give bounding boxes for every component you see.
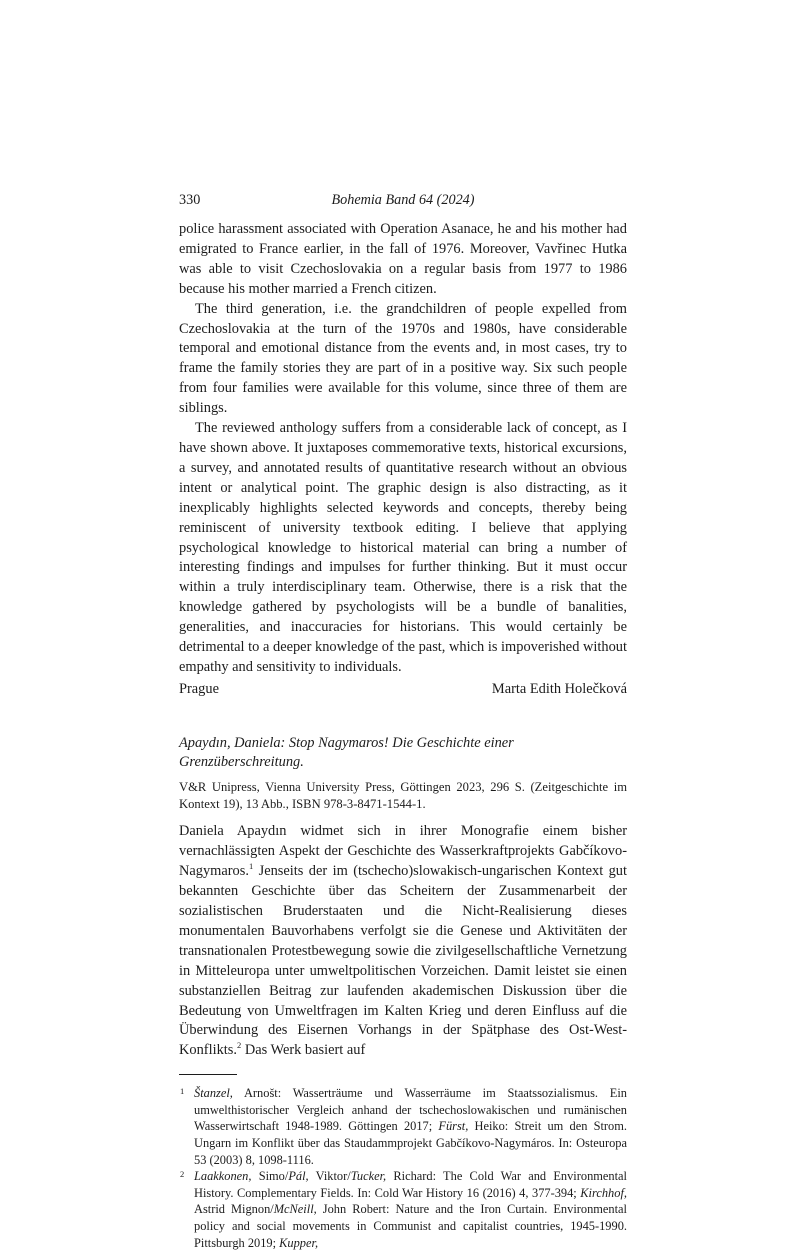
review2-title: Apaydın, Daniela: Stop Nagymaros! Die Geschichte einer Grenzüberschreitung. <box>179 734 514 770</box>
review1-signature <box>179 680 627 700</box>
footnote-text: Simo/ <box>251 1169 289 1184</box>
footnotes <box>179 1085 627 1251</box>
footnote-author: Fürst, <box>438 1119 469 1134</box>
footnote-text: Richard: The Cold War and Environmental History. Complementary Fields. In: Cold War History 16 (2016) 4, 377-394; <box>194 1169 627 1200</box>
review2-body-text: Das Werk basiert auf <box>241 1042 366 1059</box>
page-number: 330 <box>179 192 201 208</box>
page-body <box>179 220 627 1251</box>
footnote-author: Kupper, <box>279 1235 319 1250</box>
footnote-ref-2: 2 <box>236 1040 242 1051</box>
footnote-text: Arnošt: Wasserträume und Wasserräume im Staatssozialismus. Ein umwelthistorischer Vergleich anhand der tschechoslowakischen und rumänischen Wasserwirtschaft 1948-1989. Göttingen 2017; <box>194 1086 627 1134</box>
footnote-author: Štanzel, <box>194 1086 233 1101</box>
review2-body <box>179 822 627 1061</box>
footnote-separator <box>179 1074 237 1075</box>
review-place: Prague <box>179 680 219 697</box>
footnote-author: Pál, <box>288 1169 309 1184</box>
review1-paragraph-3: The reviewed anthology suffers from a considerable lack of concept, as I have shown above. It juxtaposes commemorative texts, historical excursions, a survey, and annotated results of quantitative research without an obvious intent or analytical point. The graphic design is also distracting, as it inexplicably highlights selected keywords and concepts, thereby being reminiscent of university textbook editing. I believe that applying psychological knowledge to historical material can bring a number of interesting findings and impulses for further thinking. But it must occur within a truly interdisciplinary team. Otherwise, there is a risk that the knowledge gathered by psychologists will be a bundle of banalities, generalities, and inaccuracies for historians. This would certainly be detrimental to a deeper knowledge of the past, which is impoverished without empathy and sensitivity to individuals. <box>179 420 627 675</box>
footnote-number: 1 <box>180 1086 185 1097</box>
review2-bibliographic-info: V&R Unipress, Vienna University Press, Göttingen 2023, 296 S. (Zeitgeschichte im Kontext 19), 13 Abb., ISBN 978-3-8471-1544-1. <box>179 779 627 811</box>
running-title: Bohemia Band 64 (2024) <box>331 192 475 208</box>
footnote-ref-1: 1 <box>248 861 254 872</box>
footnote-author: Tucker, <box>350 1169 387 1184</box>
review2-body-text: Daniela Apaydın widmet sich in ihrer Monografie einem bisher vernachlässigten Aspekt der Geschichte des Wasserkraftprojekts Gabčíkovo-Nagymaros. <box>179 823 627 880</box>
footnote-2 <box>179 1168 627 1251</box>
footnote-text: Astrid Mignon/ <box>194 1202 274 1217</box>
footnote-author: Kirchhof, <box>580 1185 627 1200</box>
reviewer-name: Marta Edith Holečková <box>491 680 627 697</box>
footnote-text: Heiko: Streit um den Strom. Ungarn im Konflikt über das Staudammprojekt Gabčíkovo-Nagymáros. In: Osteuropa 53 (2003) 8, 1098-1116. <box>194 1119 627 1167</box>
footnote-text: Viktor/ <box>308 1169 351 1184</box>
footnote-number: 2 <box>180 1169 185 1180</box>
review2-body-text: Jenseits der im (tschecho)slowakisch-ungarischen Kontext gut bekannten Geschichte über das Scheitern der Zusammenarbeit der sozialistischen Bruderstaaten und die Nicht-Realisierung dieses monumentalen Bauvorhabens verfolgt sie die Genese und Aktivitäten der transnationalen Protestbewegung sowie die zivilgesellschaftliche Vernetzung in Mitteleuropa unter umweltpolitischen Vorzeichen. Damit leistet sie einen substanziellen Beitrag zur laufenden akademischen Diskussion über die Bedeutung von Umweltfragen im Kalten Krieg und deren Einfluss auf die Überwindung des Eisernen Vorhangs in der Spätphase des Ost-West-Konflikts. <box>179 863 627 1059</box>
page-header <box>179 192 627 212</box>
footnote-text: John Robert: Nature and the Iron Curtain. Environmental policy and social movements in Communist and capitalist countries, 1945-1990. Pittsburgh 2019; <box>194 1202 627 1250</box>
review1-paragraph-1: police harassment associated with Operation Asanace, he and his mother had emigrated to France earlier, in the fall of 1976. Moreover, Vavřinec Hutka was able to visit Czechoslovakia on a regular basis from 1977 to 1986 because his mother married a French citizen. <box>179 221 627 297</box>
footnote-author: McNeill, <box>273 1202 317 1217</box>
footnote-author: Laakkonen, <box>194 1169 252 1184</box>
review1-paragraph-2: The third generation, i.e. the grandchildren of people expelled from Czechoslovakia at the turn of the 1970s and 1980s, have considerable temporal and emotional distance from the events and, in most cases, try to frame the family stories they are part of in a positive way. Six such people from four families were available for this volume, since three of them are siblings. <box>179 300 627 417</box>
footnote-1 <box>179 1085 627 1168</box>
